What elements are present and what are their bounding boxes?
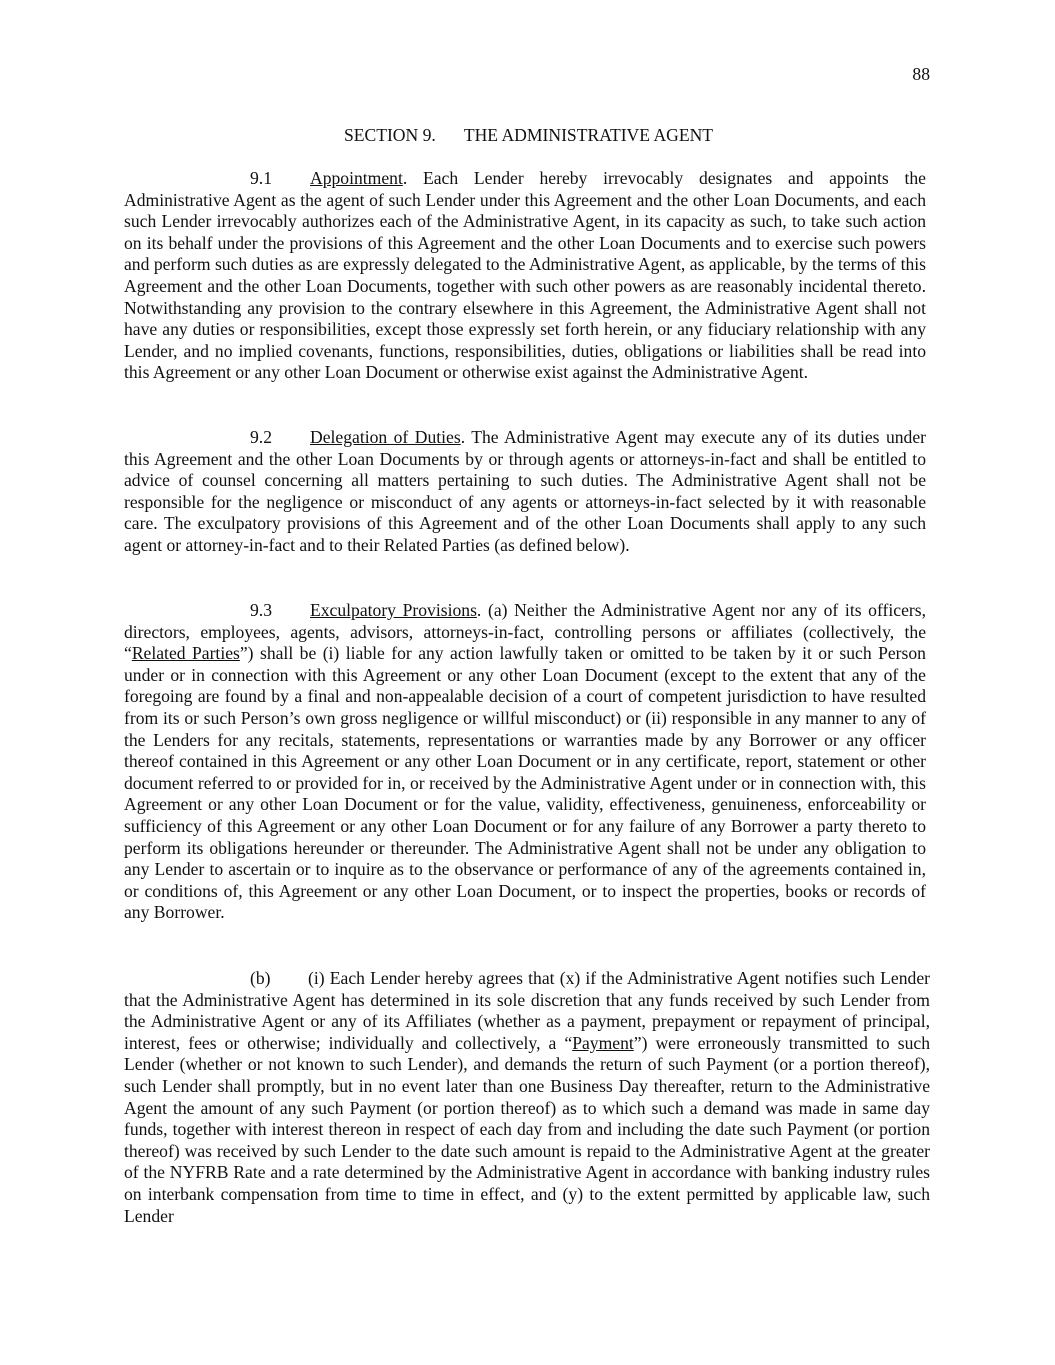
paragraph-9-3 — [124, 600, 926, 924]
paragraph-text-before: . (a) Neither the Administrative Agent nor any of its officers, directors, employees, agents, advisors, attorneys-in-fact, controlling persons or affiliates (collectively, the “ — [124, 600, 926, 664]
paragraph-9-1 — [124, 168, 926, 384]
paragraph-text: . Each Lender hereby irrevocably designates and appoints the Administrative Agent as the agent of such Lender under this Agreement and the other Loan Documents, and each such Lender irrevocably authorizes each of the Administrative Agent, in its capacity as such, to take such action on its behalf under the provisions of this Agreement and the other Loan Documents and to exercise such powers and perform such duties as are expressly delegated to the Administrative Agent, as applicable, by the terms of this Agreement and the other Loan Documents, together with such other powers as are reasonably incidental thereto. Notwithstanding any provision to the contrary elsewhere in this Agreement, the Administrative Agent shall not have any duties or responsibilities, except those expressly set forth herein, or any fiduciary relationship with any Lender, and no implied covenants, functions, responsibilities, duties, obligations or liabilities shall be read into this Agreement or any other Loan Document or otherwise exist against the Administrative Agent. — [124, 168, 926, 383]
page-number: 88 — [912, 64, 930, 84]
paragraph-number: 9.1 — [250, 168, 272, 188]
section-title: THE ADMINISTRATIVE AGENT — [463, 125, 714, 145]
paragraph-text-after: ”) were erroneously transmitted to such Lender (whether or not known to such Lender), and demands the return of such Payment (or a portion thereof), such Lender shall promptly, but in no event later than one Business Day thereafter, return to the Administrative Agent the amount of any such Payment (or portion thereof) as to which such a demand was made in same day funds, together with interest thereon in respect of each day from and including the date such Payment (or portion thereof) was received by such Lender to the date such amount is repaid to the Administrative Agent at the greater of the NYFRB Rate and a rate determined by the Administrative Agent in accordance with banking industry rules on interbank compensation from time to time in effect, and (y) to the extent permitted by applicable law, such Lender — [124, 1032, 930, 1226]
subsection-label: (b) — [250, 968, 271, 988]
defined-term-payment: Payment — [572, 1032, 634, 1053]
paragraph-heading: Exculpatory Provisions — [310, 600, 477, 620]
paragraph-text: . The Administrative Agent may execute any of its duties under this Agreement and the other Loan Documents by or through agents or attorneys-in-fact and shall be entitled to advice of counsel concerning all matters pertaining to such duties. The Administrative Agent shall not be responsible for the negligence or misconduct of any agents or attorneys-in-fact selected by it with reasonable care. The exculpatory provisions of this Agreement and of the other Loan Documents shall apply to any such agent or attorney-in-fact and to their Related Parties (as defined below). — [124, 427, 926, 555]
paragraph-text-before: (i) Each Lender hereby agrees that (x) if the Administrative Agent notifies such Lender that the Administrative Agent has determined in its sole discretion that any funds received by such Lender from the Administrative Agent or any of its Affiliates (whether as a payment, prepayment or repayment of principal, interest, fees or otherwise; individually and collectively, a “ — [124, 968, 930, 1053]
section-label: SECTION 9. — [343, 125, 436, 145]
paragraph-number: 9.2 — [250, 427, 272, 447]
paragraph-number: 9.3 — [250, 600, 272, 620]
section-heading — [0, 125, 1055, 147]
paragraph-text-after: ”) shall be (i) liable for any action lawfully taken or omitted to be taken by it or such Person under or in connection with this Agreement or any other Loan Document (except to the extent that any of the foregoing are found by a final and non-appealable decision of a court of competent jurisdiction to have resulted from its or such Person’s own gross negligence or willful misconduct) or (ii) responsible in any manner to any of the Lenders for any recitals, statements, representations or warranties made by any Borrower or any officer thereof contained in this Agreement or any other Loan Document or in any certificate, report, statement or other document referred to or provided for in, or received by the Administrative Agent under or in connection with, this Agreement or any other Loan Document or for the value, validity, effectiveness, genuineness, enforceability or sufficiency of this Agreement or any other Loan Document or for any failure of any Borrower a party thereto to perform its obligations hereunder or thereunder. The Administrative Agent shall not be under any obligation to any Lender to ascertain or to inquire as to the observance or performance of any of the agreements contained in, or conditions of, this Agreement or any other Loan Document, or to inspect the properties, books or records of any Borrower. — [124, 643, 926, 923]
paragraph-heading: Delegation of Duties — [310, 427, 461, 447]
paragraph-9-2 — [124, 427, 926, 557]
paragraph-heading: Appointment — [310, 168, 403, 188]
paragraph-9-3-b — [124, 968, 930, 1227]
defined-term-related-parties: Related Parties — [131, 643, 240, 664]
